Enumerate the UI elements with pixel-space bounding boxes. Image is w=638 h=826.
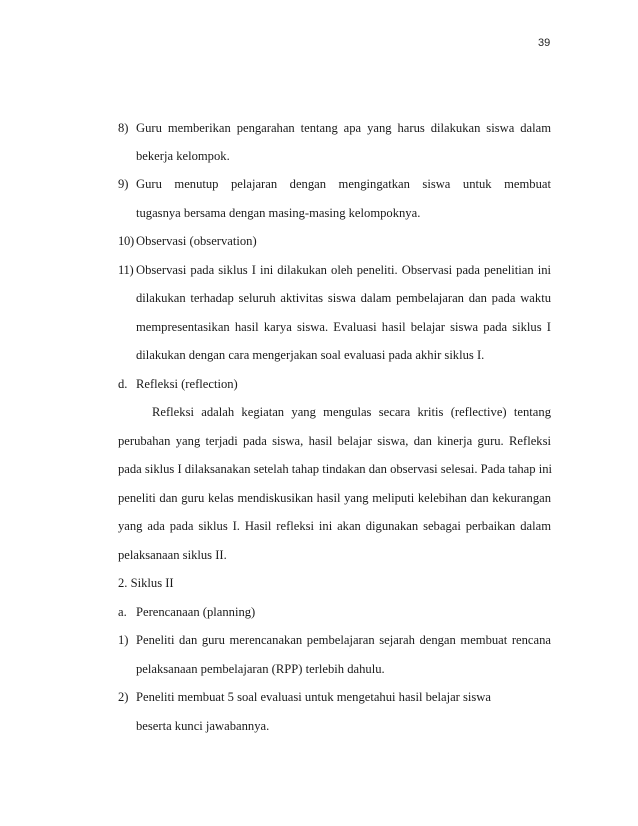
list-number: 1) — [118, 633, 129, 647]
page-number: 39 — [538, 37, 551, 49]
list-item — [118, 632, 551, 648]
line-text: Observasi pada siklus I ini dilakukan oleh peneliti. Observasi pada penelitian ini — [136, 263, 551, 277]
list-item — [118, 689, 551, 705]
line-text: Peneliti membuat 5 soal evaluasi untuk mengetahui hasil belajar siswa — [136, 690, 491, 704]
section-heading — [118, 604, 551, 620]
list-continuation: tugasnya bersama dengan masing-masing kelompoknya. — [136, 206, 421, 220]
line-text: Observasi (observation) — [136, 234, 257, 248]
list-number: d. — [118, 377, 128, 391]
list-continuation: dilakukan terhadap seluruh aktivitas siswa dalam pembelajaran dan pada waktu — [136, 291, 551, 305]
list-continuation: mempresentasikan hasil karya siswa. Evaluasi hasil belajar siswa pada siklus I — [136, 320, 551, 334]
list-continuation: beserta kunci jawabannya. — [136, 719, 270, 733]
list-number: 11) — [118, 263, 134, 277]
list-number: 10) — [118, 234, 134, 248]
list-continuation: dilakukan dengan cara mengerjakan soal evaluasi pada akhir siklus I. — [136, 348, 485, 362]
list-number: 9) — [118, 177, 129, 191]
paragraph-line: yang ada pada siklus I. Hasil refleksi ini akan digunakan sebagai perbaikan dalam — [118, 519, 551, 533]
paragraph-line: perubahan yang terjadi pada siswa, hasil belajar siswa, dan kinerja guru. Refleksi — [118, 434, 551, 448]
list-item — [118, 176, 551, 192]
line-text: Refleksi (reflection) — [136, 377, 238, 391]
list-item — [118, 120, 551, 136]
list-number: 2) — [118, 690, 129, 704]
list-item — [118, 233, 551, 249]
section-heading — [118, 376, 551, 392]
list-number: a. — [118, 605, 127, 619]
line-text: Perencanaan (planning) — [136, 605, 256, 619]
list-item — [118, 262, 551, 278]
paragraph-line: pada siklus I dilaksanakan setelah tahap tindakan dan observasi selesai. Pada tahap ini — [118, 462, 552, 476]
line-text: Guru memberikan pengarahan tentang apa yang harus dilakukan siswa dalam — [136, 121, 551, 135]
line-text: Guru menutup pelajaran dengan mengingatkan siswa untuk membuat — [136, 177, 551, 191]
paragraph-line: pelaksanaan siklus II. — [118, 548, 227, 562]
section-heading: 2. Siklus II — [118, 576, 174, 590]
paragraph-line: Refleksi adalah kegiatan yang mengulas secara kritis (reflective) tentang — [152, 405, 551, 419]
line-text: Peneliti dan guru merencanakan pembelajaran sejarah dengan membuat rencana — [136, 633, 551, 647]
paragraph-line: peneliti dan guru kelas mendiskusikan hasil yang meliputi kelebihan dan kekurangan — [118, 491, 551, 505]
list-continuation: pelaksanaan pembelajaran (RPP) terlebih dahulu. — [136, 662, 385, 676]
list-continuation: bekerja kelompok. — [136, 149, 230, 163]
list-number: 8) — [118, 121, 129, 135]
